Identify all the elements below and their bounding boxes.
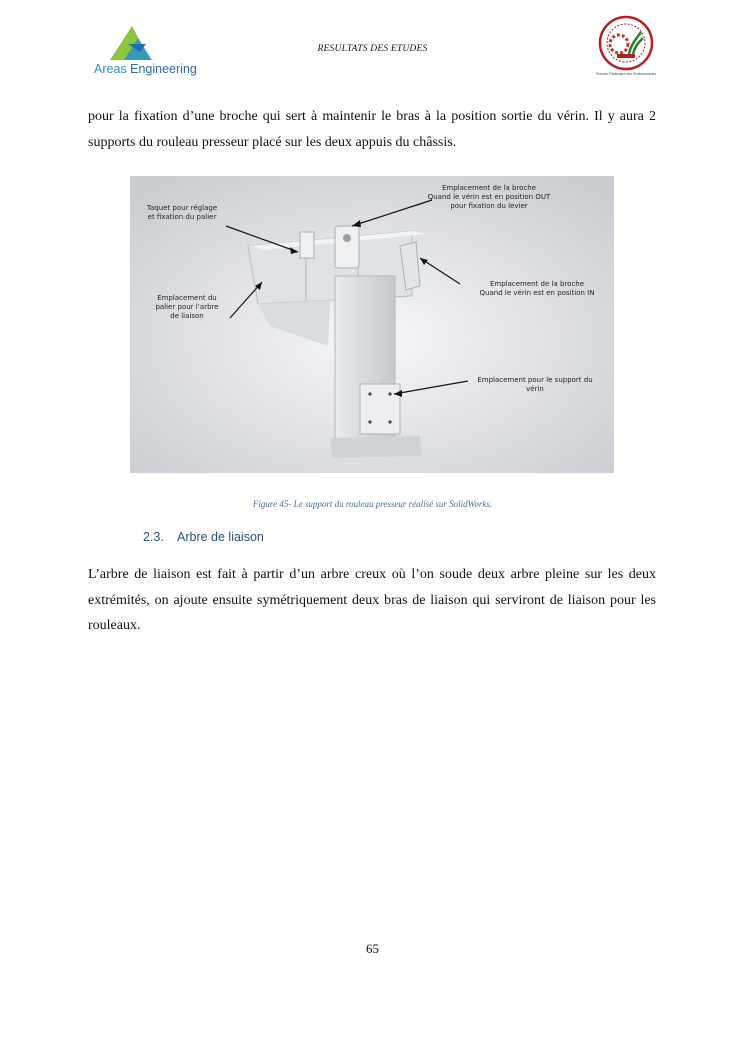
header-title: RESULTATS DES ETUDES <box>317 44 428 54</box>
professional-seal-logo <box>593 14 659 80</box>
section-heading <box>143 530 264 544</box>
label-broche-out: Emplacement de la broche Quand le vérin est en position OUT pour fixation du levier <box>427 184 551 210</box>
body-paragraph-1: pour la fixation d’une broche qui sert à maintenir le bras à la position sortie du vérin. Il y aura 2 supports du rouleau presseur placé sur les deux appuis du châssis. <box>88 109 656 150</box>
label-taquet: Taquet pour réglage et fixation du palier <box>146 204 218 221</box>
figure-caption: Figure 45- Le support du rouleau presseur réalisé sur SolidWorks. <box>252 499 493 509</box>
logo-text: Areas Engineering <box>94 62 197 76</box>
label-support-verin: Emplacement pour le support du vérin <box>477 376 593 393</box>
seal-icon <box>593 14 659 74</box>
section-number: 2.3. <box>143 530 164 544</box>
body-paragraph-2: L’arbre de liaison est fait à partir d’un arbre creux où l’on soude deux arbre pleine sur les deux extrémités, on ajoute ensuite symétriquement deux bras de liaison qui serviront de liaison pour les rouleaux. <box>88 567 656 633</box>
page-number: 65 <box>366 941 379 956</box>
seal-tagline: Premier Partenaire des Professionnels <box>596 72 656 76</box>
label-palier: Emplacement du palier pour l’arbre de liaison <box>155 294 219 320</box>
section-title: Arbre de liaison <box>177 530 264 544</box>
label-broche-in: Emplacement de la broche Quand le vérin est en position IN <box>479 280 595 297</box>
figure-roller-support <box>130 176 614 473</box>
